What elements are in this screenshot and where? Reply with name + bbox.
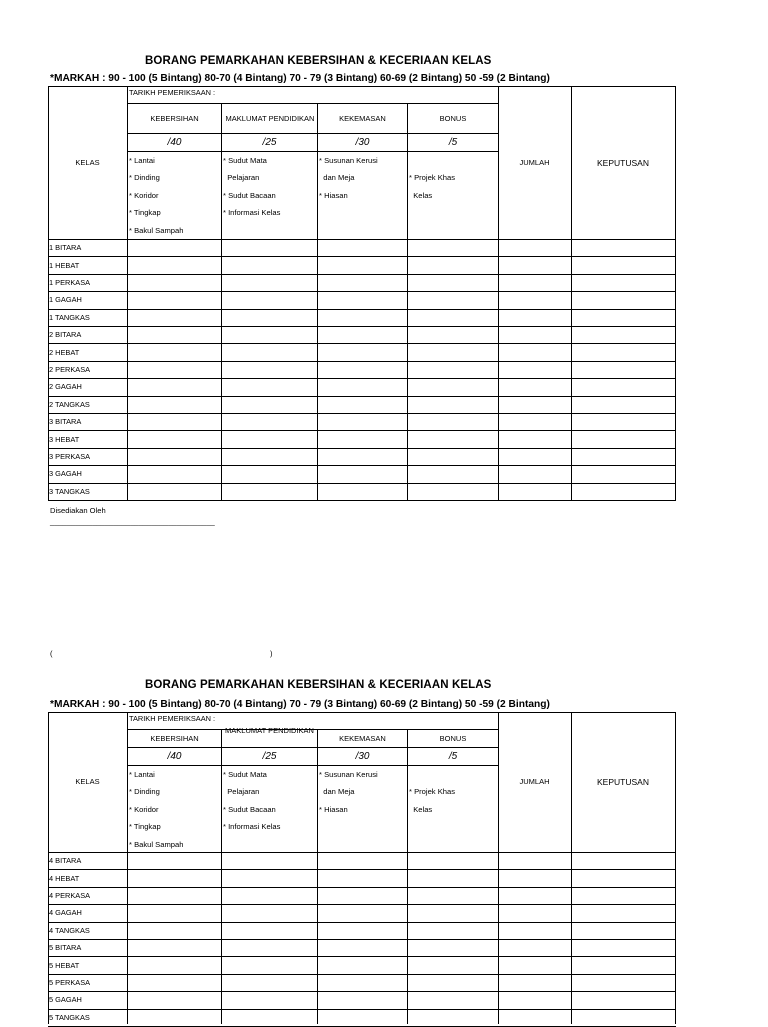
kebersihan-max: /40 <box>167 137 182 148</box>
maklumat-score-cell[interactable] <box>222 431 317 447</box>
criteria-item: * Informasi Kelas <box>223 208 281 218</box>
criteria-item: * Sudut Bacaan <box>223 804 276 814</box>
bonus-score-cell[interactable] <box>408 992 498 1008</box>
criteria-item <box>409 766 455 783</box>
criteria-item: * Tingkap <box>129 208 161 218</box>
table-row <box>48 1009 676 1026</box>
jumlah-score-cell[interactable] <box>499 344 571 360</box>
bonus-score-cell[interactable] <box>408 414 498 430</box>
bonus-score-cell[interactable] <box>408 975 498 991</box>
criteria-item: * Sudut Mata <box>223 156 267 165</box>
maklumat-score-cell[interactable] <box>222 957 317 973</box>
keputusan-score-cell[interactable] <box>572 449 675 465</box>
criteria-item: * Koridor <box>129 804 159 814</box>
keputusan-score-cell[interactable] <box>572 431 675 447</box>
jumlah-score-cell[interactable] <box>499 466 571 482</box>
table-row <box>48 326 676 343</box>
kebersihan-score-cell[interactable] <box>128 414 221 430</box>
keputusan-score-cell[interactable] <box>572 484 675 500</box>
bonus-score-cell[interactable] <box>408 344 498 360</box>
table-row <box>48 956 676 973</box>
criteria-item: * Informasi Kelas <box>223 822 281 832</box>
kebersihan-score-cell[interactable] <box>128 870 221 886</box>
maklumat-score-cell[interactable] <box>222 257 317 273</box>
keputusan-score-cell[interactable] <box>572 975 675 991</box>
kekemasan-score-cell[interactable] <box>318 397 407 413</box>
maklumat-score-cell[interactable] <box>222 275 317 291</box>
table-row <box>48 483 676 500</box>
criteria-item: * Bakul Sampah <box>129 225 184 235</box>
table-row <box>48 922 676 939</box>
bonus-score-cell[interactable] <box>408 431 498 447</box>
kebersihan-score-cell[interactable] <box>128 905 221 921</box>
keputusan-score-cell[interactable] <box>572 292 675 308</box>
bonus-header: BONUS <box>439 113 467 123</box>
maklumat-score-cell[interactable] <box>222 379 317 395</box>
table-row <box>48 291 676 308</box>
class-name: 3 TANGKAS <box>49 486 90 496</box>
class-name: 5 TANGKAS <box>49 1012 90 1022</box>
kekemasan-score-cell[interactable] <box>318 853 407 869</box>
criteria-item: dan Meja <box>319 787 355 797</box>
kebersihan-score-cell[interactable] <box>128 888 221 904</box>
class-name: 1 HEBAT <box>49 260 80 270</box>
kebersihan-score-cell[interactable] <box>128 275 221 291</box>
criteria-item: * Sudut Bacaan <box>223 190 276 200</box>
criteria-item: * Dinding <box>129 787 160 797</box>
keputusan-score-cell[interactable] <box>572 870 675 886</box>
jumlah-score-cell[interactable] <box>499 431 571 447</box>
table-row <box>48 309 676 326</box>
kekemasan-score-cell[interactable] <box>318 379 407 395</box>
kebersihan-score-cell[interactable] <box>128 257 221 273</box>
kelas-header: KELAS <box>75 157 100 167</box>
kebersihan-criteria <box>128 766 183 853</box>
table-row <box>48 991 676 1008</box>
jumlah-score-cell[interactable] <box>499 397 571 413</box>
criteria-item: * Tingkap <box>129 822 161 832</box>
class-name: 3 PERKASA <box>49 451 91 461</box>
maklumat-score-cell[interactable] <box>222 940 317 956</box>
keputusan-score-cell[interactable] <box>572 905 675 921</box>
maklumat-score-cell[interactable] <box>222 870 317 886</box>
keputusan-score-cell[interactable] <box>572 466 675 482</box>
criteria-item: Pelajaran <box>223 787 260 797</box>
jumlah-score-cell[interactable] <box>499 257 571 273</box>
kebersihan-score-cell[interactable] <box>128 310 221 326</box>
keputusan-header: KEPUTUSAN <box>597 777 649 787</box>
kebersihan-header: KEBERSIHAN <box>150 113 199 123</box>
table-row <box>48 361 676 378</box>
class-name: 2 HEBAT <box>49 347 80 357</box>
bonus-score-cell[interactable] <box>408 940 498 956</box>
jumlah-score-cell[interactable] <box>499 992 571 1008</box>
keputusan-score-cell[interactable] <box>572 327 675 343</box>
kebersihan-score-cell[interactable] <box>128 484 221 500</box>
criteria-item: * Dinding <box>129 173 160 183</box>
class-name: 2 BITARA <box>49 330 82 340</box>
table-row <box>48 343 676 360</box>
kelas-header: KELAS <box>75 777 100 786</box>
jumlah-header: JUMLAH <box>519 777 550 786</box>
jumlah-score-cell[interactable] <box>499 975 571 991</box>
table-row <box>48 939 676 956</box>
maklumat-score-cell[interactable] <box>222 484 317 500</box>
maklumat-score-cell[interactable] <box>222 449 317 465</box>
kekemasan-score-cell[interactable] <box>318 992 407 1008</box>
keputusan-score-cell[interactable] <box>572 923 675 939</box>
table-row <box>48 448 676 465</box>
maklumat-score-cell[interactable] <box>222 240 317 256</box>
jumlah-score-cell[interactable] <box>499 327 571 343</box>
jumlah-score-cell[interactable] <box>499 414 571 430</box>
maklumat-criteria <box>222 766 280 836</box>
maklumat-header: MAKLUMAT PENDIDIKAN <box>225 726 314 735</box>
criteria-item: * Koridor <box>129 190 159 200</box>
bonus-score-cell[interactable] <box>408 310 498 326</box>
table-row <box>48 396 676 413</box>
class-name: 4 HEBAT <box>49 873 80 883</box>
keputusan-score-cell[interactable] <box>572 240 675 256</box>
jumlah-score-cell[interactable] <box>499 310 571 326</box>
keputusan-score-cell[interactable] <box>572 362 675 378</box>
class-name: 5 GAGAH <box>49 995 82 1005</box>
table-row <box>48 274 676 291</box>
table-row <box>48 887 676 904</box>
maklumat-score-cell[interactable] <box>222 923 317 939</box>
kekemasan-score-cell[interactable] <box>318 975 407 991</box>
criteria-item: Pelajaran <box>223 173 260 183</box>
kekemasan-max: /30 <box>355 751 370 762</box>
kekemasan-score-cell[interactable] <box>318 940 407 956</box>
maklumat-score-cell[interactable] <box>222 362 317 378</box>
kebersihan-score-cell[interactable] <box>128 853 221 869</box>
kekemasan-score-cell[interactable] <box>318 431 407 447</box>
bonus-score-cell[interactable] <box>408 240 498 256</box>
criteria-item: * Lantai <box>129 156 155 165</box>
kebersihan-score-cell[interactable] <box>128 466 221 482</box>
criteria-item: Kelas <box>409 190 433 200</box>
kekemasan-header: KEKEMASAN <box>339 113 386 123</box>
kebersihan-score-cell[interactable] <box>128 327 221 343</box>
kebersihan-score-cell[interactable] <box>128 923 221 939</box>
jumlah-score-cell[interactable] <box>499 449 571 465</box>
kekemasan-score-cell[interactable] <box>318 449 407 465</box>
kekemasan-score-cell[interactable] <box>318 923 407 939</box>
kekemasan-score-cell[interactable] <box>318 466 407 482</box>
bonus-score-cell[interactable] <box>408 292 498 308</box>
markah-note: *MARKAH : 90 - 100 (5 Bintang) 80-70 (4 Bintang) 70 - 79 (3 Bintang) 60-69 (2 Bintang) 50 -59 (2 Bintang) <box>50 699 550 710</box>
maklumat-score-cell[interactable] <box>222 344 317 360</box>
maklumat-score-cell[interactable] <box>222 327 317 343</box>
close-paren: ) <box>270 649 273 658</box>
criteria-item: dan Meja <box>319 173 355 183</box>
bonus-score-cell[interactable] <box>408 379 498 395</box>
bonus-header: BONUS <box>439 733 467 743</box>
kebersihan-score-cell[interactable] <box>128 449 221 465</box>
keputusan-header: KEPUTUSAN <box>597 157 649 168</box>
keputusan-score-cell[interactable] <box>572 957 675 973</box>
kekemasan-score-cell[interactable] <box>318 292 407 308</box>
keputusan-score-cell[interactable] <box>572 414 675 430</box>
scoring-table <box>48 712 676 1024</box>
kebersihan-score-cell[interactable] <box>128 379 221 395</box>
class-name: 4 GAGAH <box>49 908 82 918</box>
class-name: 1 GAGAH <box>49 295 82 305</box>
table-row <box>48 465 676 482</box>
kebersihan-score-cell[interactable] <box>128 240 221 256</box>
class-name: 2 PERKASA <box>49 364 91 374</box>
signature-line: _______________________________________ <box>50 517 215 526</box>
jumlah-score-cell[interactable] <box>499 853 571 869</box>
jumlah-score-cell[interactable] <box>499 905 571 921</box>
keputusan-score-cell[interactable] <box>572 397 675 413</box>
kebersihan-criteria <box>128 152 183 239</box>
table-row <box>48 256 676 273</box>
keputusan-score-cell[interactable] <box>572 257 675 273</box>
bonus-max: /5 <box>448 751 458 762</box>
class-name: 5 BITARA <box>49 943 82 953</box>
maklumat-score-cell[interactable] <box>222 414 317 430</box>
table-row <box>48 852 676 869</box>
kekemasan-score-cell[interactable] <box>318 905 407 921</box>
jumlah-score-cell[interactable] <box>499 292 571 308</box>
class-name: 4 PERKASA <box>49 890 91 900</box>
bonus-score-cell[interactable] <box>408 870 498 886</box>
kekemasan-max: /30 <box>355 137 370 148</box>
criteria-item: * Hiasan <box>319 804 348 814</box>
kekemasan-header: KEKEMASAN <box>339 733 386 743</box>
criteria-item: * Sudut Mata <box>223 770 267 779</box>
table-row <box>48 378 676 395</box>
bonus-score-cell[interactable] <box>408 853 498 869</box>
kekemasan-criteria <box>318 152 378 204</box>
class-name: 5 PERKASA <box>49 977 91 987</box>
jumlah-score-cell[interactable] <box>499 923 571 939</box>
bonus-score-cell[interactable] <box>408 362 498 378</box>
bonus-criteria <box>408 766 455 818</box>
jumlah-score-cell[interactable] <box>499 870 571 886</box>
keputusan-score-cell[interactable] <box>572 275 675 291</box>
jumlah-score-cell[interactable] <box>499 362 571 378</box>
keputusan-score-cell[interactable] <box>572 853 675 869</box>
kekemasan-score-cell[interactable] <box>318 957 407 973</box>
kekemasan-score-cell[interactable] <box>318 888 407 904</box>
kebersihan-score-cell[interactable] <box>128 397 221 413</box>
class-name: 1 BITARA <box>49 243 82 253</box>
keputusan-score-cell[interactable] <box>572 344 675 360</box>
maklumat-max: /25 <box>262 137 277 148</box>
keputusan-score-cell[interactable] <box>572 379 675 395</box>
bonus-score-cell[interactable] <box>408 257 498 273</box>
bonus-score-cell[interactable] <box>408 957 498 973</box>
jumlah-score-cell[interactable] <box>499 957 571 973</box>
markah-note: *MARKAH : 90 - 100 (5 Bintang) 80-70 (4 Bintang) 70 - 79 (3 Bintang) 60-69 (2 Bintang) 50 -59 (2 Bintang) <box>50 73 550 84</box>
criteria-item <box>409 152 455 169</box>
jumlah-header: JUMLAH <box>519 157 550 167</box>
maklumat-score-cell[interactable] <box>222 466 317 482</box>
maklumat-score-cell[interactable] <box>222 397 317 413</box>
maklumat-score-cell[interactable] <box>222 905 317 921</box>
kebersihan-score-cell[interactable] <box>128 292 221 308</box>
class-name: 4 BITARA <box>49 856 82 866</box>
kekemasan-score-cell[interactable] <box>318 870 407 886</box>
maklumat-header: MAKLUMAT PENDIDIKAN <box>225 113 315 123</box>
criteria-item: Kelas <box>409 804 433 814</box>
table-row <box>48 869 676 886</box>
form-title: BORANG PEMARKAHAN KEBERSIHAN & KECERIAAN KELAS <box>145 679 492 691</box>
maklumat-score-cell[interactable] <box>222 888 317 904</box>
bonus-score-cell[interactable] <box>408 905 498 921</box>
kebersihan-max: /40 <box>167 751 182 762</box>
kekemasan-score-cell[interactable] <box>318 240 407 256</box>
table-row <box>48 239 676 256</box>
keputusan-score-cell[interactable] <box>572 888 675 904</box>
maklumat-score-cell[interactable] <box>222 853 317 869</box>
kebersihan-header: KEBERSIHAN <box>150 733 199 743</box>
class-name: 3 BITARA <box>49 417 82 427</box>
open-paren: ( <box>50 649 53 658</box>
bonus-score-cell[interactable] <box>408 327 498 343</box>
bonus-score-cell[interactable] <box>408 923 498 939</box>
table-row <box>48 974 676 991</box>
kebersihan-score-cell[interactable] <box>128 362 221 378</box>
bonus-score-cell[interactable] <box>408 888 498 904</box>
kekemasan-score-cell[interactable] <box>318 275 407 291</box>
criteria-item: * Projek Khas <box>409 173 456 183</box>
kebersihan-score-cell[interactable] <box>128 992 221 1008</box>
kekemasan-score-cell[interactable] <box>318 327 407 343</box>
maklumat-criteria <box>222 152 280 222</box>
keputusan-score-cell[interactable] <box>572 940 675 956</box>
bonus-score-cell[interactable] <box>408 449 498 465</box>
jumlah-score-cell[interactable] <box>499 240 571 256</box>
bonus-score-cell[interactable] <box>408 466 498 482</box>
criteria-item: * Susunan Kerusi <box>319 770 378 779</box>
maklumat-score-cell[interactable] <box>222 292 317 308</box>
bonus-score-cell[interactable] <box>408 397 498 413</box>
maklumat-score-cell[interactable] <box>222 992 317 1008</box>
jumlah-score-cell[interactable] <box>499 484 571 500</box>
class-name: 5 HEBAT <box>49 960 80 970</box>
class-name: 2 TANGKAS <box>49 399 90 409</box>
class-name: 3 GAGAH <box>49 469 82 479</box>
criteria-item: * Lantai <box>129 770 155 779</box>
kebersihan-score-cell[interactable] <box>128 940 221 956</box>
keputusan-score-cell[interactable] <box>572 992 675 1008</box>
kebersihan-score-cell[interactable] <box>128 431 221 447</box>
class-name: 1 PERKASA <box>49 277 91 287</box>
kekemasan-score-cell[interactable] <box>318 310 407 326</box>
class-name: 4 TANGKAS <box>49 925 90 935</box>
kekemasan-score-cell[interactable] <box>318 484 407 500</box>
kekemasan-score-cell[interactable] <box>318 362 407 378</box>
bonus-criteria <box>408 152 455 204</box>
tarikh-label: TARIKH PEMERIKSAAN : <box>129 88 216 97</box>
kekemasan-score-cell[interactable] <box>318 344 407 360</box>
criteria-item: * Hiasan <box>319 190 348 200</box>
criteria-item: * Projek Khas <box>409 787 456 797</box>
kekemasan-score-cell[interactable] <box>318 257 407 273</box>
keputusan-score-cell[interactable] <box>572 310 675 326</box>
jumlah-score-cell[interactable] <box>499 275 571 291</box>
maklumat-max: /25 <box>262 751 277 762</box>
scoring-table <box>48 86 676 501</box>
jumlah-score-cell[interactable] <box>499 379 571 395</box>
bonus-score-cell[interactable] <box>408 275 498 291</box>
criteria-item: * Susunan Kerusi <box>319 156 378 165</box>
table-row <box>48 413 676 430</box>
maklumat-score-cell[interactable] <box>222 310 317 326</box>
kekemasan-score-cell[interactable] <box>318 414 407 430</box>
table-row <box>48 430 676 447</box>
form-title: BORANG PEMARKAHAN KEBERSIHAN & KECERIAAN KELAS <box>145 55 492 67</box>
kebersihan-score-cell[interactable] <box>128 975 221 991</box>
prepared-by-label: Disediakan Oleh <box>50 506 106 515</box>
tarikh-label: TARIKH PEMERIKSAAN : <box>129 714 216 723</box>
bonus-score-cell[interactable] <box>408 484 498 500</box>
kebersihan-score-cell[interactable] <box>128 957 221 973</box>
kebersihan-score-cell[interactable] <box>128 344 221 360</box>
maklumat-score-cell[interactable] <box>222 975 317 991</box>
class-name: 3 HEBAT <box>49 434 80 444</box>
kekemasan-criteria <box>318 766 378 818</box>
table-row <box>48 904 676 921</box>
bonus-max: /5 <box>448 137 458 148</box>
jumlah-score-cell[interactable] <box>499 888 571 904</box>
class-name: 1 TANGKAS <box>49 312 90 322</box>
jumlah-score-cell[interactable] <box>499 940 571 956</box>
criteria-item: * Bakul Sampah <box>129 839 184 849</box>
class-name: 2 GAGAH <box>49 382 82 392</box>
